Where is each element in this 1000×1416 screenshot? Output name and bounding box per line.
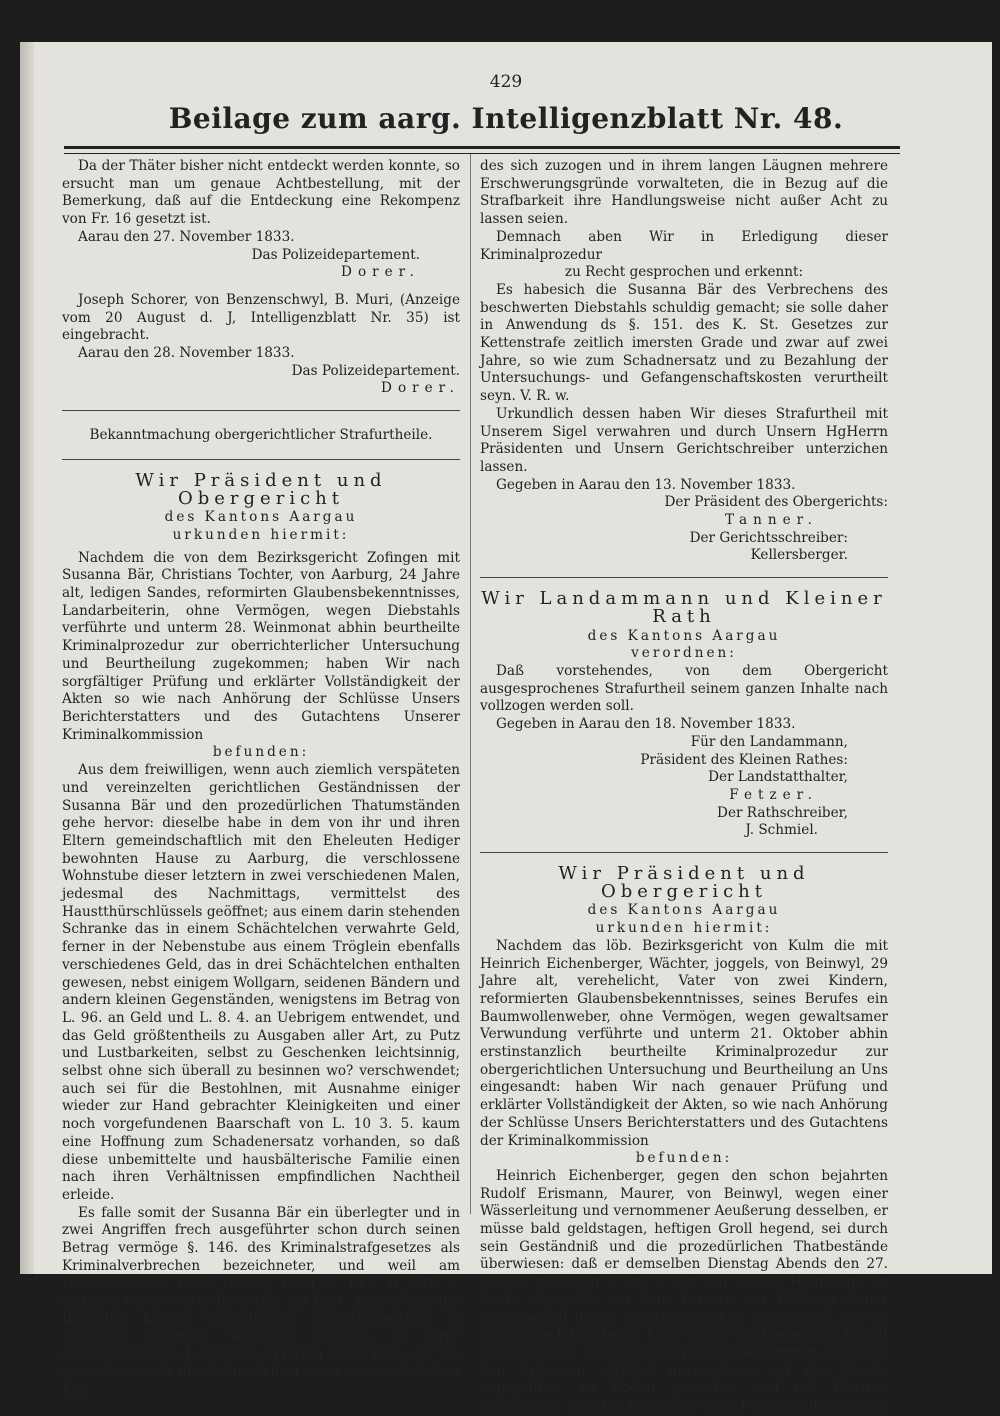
notice-2-signature: Dorer.: [381, 380, 460, 397]
decree-2-intro: Nachdem das löb. Bezirksgericht von Kulm die mit Heinrich Eichenberger, Wächter, joggels, von Beinwyl, 29 Jahre alt, verehelicht, Vater von zwei Kindern, reformierten Glaubensbekenntnisses, seines Berufes ein Baumwollenweber, ohne Vermögen, wegen gewaltsamer Verwundung verführte und unterm 21. Oktober abhin erstinstanzlich beurtheilte Kriminalprozedur zur obergerichtlichen Untersuchung und Beurtheilung an Uns eingesandt: haben Wir nach genauer Prüfung und erklärter Vollständigkeit der Akten, so wie nach Anhörung der Schlüsse Unsers Berichterstatters und des Gutachtens der Kriminalkommission: [480, 937, 888, 1149]
council-secretary: Der Rathschreiber,: [717, 804, 848, 821]
notice-1-text: Da der Thäter bisher nicht entdeckt werden konnte, so ersucht man um genaue Achtbestellung, mit der Bemerkung, daß auf die Entdeckung eine Rekompenz von Fr. 16 gesetzt ist.: [62, 158, 460, 228]
decree-2-found: befunden:: [635, 1150, 733, 1167]
decree-1-verdict: Es habesich die Susanna Bär des Verbrechens des beschwerten Diebstahls schuldig gemacht; sie solle daher in Anwendung ds §. 151. des K. St. Gesetzes zur Kettenstrafe zeitlich imersten Grade und zwar auf zwei Jahre, so wie zum Schadnersatz und zu Bezahlung der Untersuchungs- und Gefangenschaftskosten verurtheilt seyn. V. R. w.: [480, 281, 888, 405]
president-name: Tanner.: [725, 512, 818, 529]
council-rule: [480, 577, 888, 578]
council-secretary-name: J. Schmiel.: [745, 822, 818, 839]
council-title: Wir Landammann und Kleiner Rath: [481, 588, 887, 627]
council-deputy-name: Fetzer.: [729, 786, 818, 803]
newspaper-page: [20, 42, 992, 1415]
notice-2-text: Joseph Schorer, von Benzenschwyl, B. Muri, (Anzeige vom 20 August d. J, Intelligenzblatt Nr. 35) ist eingebracht.: [62, 291, 460, 344]
council-canton: des Kantons Aargau: [587, 627, 781, 644]
decree-1-title: Wir Präsident und Obergericht: [135, 469, 387, 509]
council-text: Daß vorstehendes, von dem Obergericht ausgesprochenes Strafurtheil seinem ganzen Inhalte nach vollzogen werden soll.: [480, 662, 888, 715]
decree-2-paragraph-1: Heinrich Eichenberger, gegen den schon bejahrten Rudolf Erismann, Maurer, von Beinwyl, wegen einer Wässerleitung und vernommener Aeußerung desselben, er müsse bald geldstagen, heftigen Groll hegend, sei durch sein Geständniß und die prozedürlichen Thatbestände überwiesen: daß er demselben Dienstag Abends den 27. August zwischen 8 und 9 Uhr auf dessen Heimwege im Dorfe abgepaßt, mit dem Vorsatz, zur Kühlung seiner Leidenschaft ihn zu überfallen und zu mißhandeln; daß er ferner, nachdem beide kurz vorder im Hause des Rudolf Eichenberger, Seifensieder, friedlich beisammen gewesen, den Erismann wirklich unversehens auf der Straße angegriffen, zu Boden geworfen und mit Fäusten geschlagen, aber bei Erblikung einer Person in dem nahen: [480, 1167, 888, 1415]
council-for: Für den Landammann,: [690, 733, 848, 750]
section-rule-2: [62, 459, 460, 460]
header-rule: [64, 146, 900, 154]
decree-1-continuation: des sich zuzogen und in ihrem langen Läugnen mehrere Erschwerungsgründe vorwalteten, die in Bezug auf die Strafbarkeit ihre Handlungsweise nicht außer Acht zu lassen seien.: [480, 158, 888, 228]
decree-2-rule: [480, 852, 888, 853]
decree-1-verdict-heading: zu Recht gesprochen und erkennt:: [564, 264, 804, 281]
council-date: Gegeben in Aarau den 18. November 1833.: [496, 716, 796, 733]
clerk-name: Kellersberger.: [750, 547, 848, 564]
notice-2-office: Das Polizeidepartement.: [291, 362, 460, 379]
notice-2-date: Aarau den 28. November 1833.: [78, 345, 295, 362]
left-column: [62, 158, 460, 1399]
section-rule: [62, 410, 460, 411]
decree-2-canton: des Kantons Aargau: [587, 902, 781, 919]
page-title: Beilage zum aarg. Intelligenzblatt Nr. 48.: [168, 102, 844, 135]
president-title: Der Präsident des Obergerichts:: [664, 494, 888, 511]
decree-1-intro: Nachdem die von dem Bezirksgericht Zofingen mit Susanna Bär, Christians Tochter, von Aarburg, 24 Jahre alt, ledigen Sandes, reformirten Glaubensbekenntnisses, Landarbeiterin, ohne Vermögen, wegen Diebstahls verführte und unterm 28. Weinmonat abhin beurtheilte Kriminalprozedur zur oberrichterlicher Untersuchung und Beurtheilung zugekommen; haben Wir nach sorgfältiger Prüfung und erklärter Vollständigkeit der Akten so wie nach Anhörung der Schlüsse Unsers Berichterstatters und des Gutachtens Unserer Kriminalkommission: [62, 549, 460, 743]
decree-1-date: Gegeben in Aarau den 13. November 1833.: [496, 476, 796, 493]
decree-1-paragraph-2: Es falle somit der Susanna Bär ein überlegter und in zwei Angriffen frech ausgeführter schon durch seinen Betrag vermöge §. 146. des Kriminalstrafgesetzes als Kriminalverbrechen bezeichneter, und weil am verschlossenen Gute verübt, nach §. 147. II. litt. c. zugleich beschwerter Diebstahl zur Last. Auch könne die Inquisitin keinen wesentlichen Milderungsgrund in Anspruch nehmen, während dagegen in ihrer ausschweifenden Lebensart, in ihrem übeln Rufe, der sie besonders auch durch die Geburt eines ausserehelichen Kin-: [62, 1204, 460, 1398]
decree-1-therefore: Demnach aben Wir in Erledigung dieser Kriminalprozedur: [480, 228, 888, 263]
decree-1-canton: des Kantons Aargau: [164, 509, 358, 526]
decree-1-found: befunden:: [212, 744, 310, 761]
notice-1-office: Das Polizeidepartement.: [251, 246, 420, 263]
council-formula: verordnen:: [631, 645, 737, 662]
page-spine-shadow: [20, 42, 34, 1274]
decree-2-title: Wir Präsident und Obergericht: [558, 863, 810, 902]
decree-2-formula: urkunden hiermit:: [595, 920, 773, 937]
column-divider: [470, 154, 471, 1214]
notice-1-signature: Dorer.: [341, 264, 420, 281]
decree-1-paragraph-1: Aus dem freiwilligen, wenn auch ziemlich verspäteten und vereinzelten gerichtlichen Geständnissen der Susanna Bär und den prozedürlichen Thatumständen gehe hervor: dieselbe habe in dem von ihr und ihren Eltern gemeindschaftlich mit den Eheleuten Hediger bewohnten Hause zu Aarburg, die verschlossene Wohnstube dieser letztern in zwei verschiedenen Malen, jedesmal des Nachmittags, vermittelst des Haustthürschlüssels geöffnet; aus einem darin stehenden Schranke das in einem Schächtelchen verwahrte Geld, ferner in der Nebenstube aus einem Tröglein ebenfalls verschiedenes Geld, das in drei Schächtelchen enthalten gewesen, nebst einigem Wollgarn, seidenen Bändern und andern kleinen Gegenständen, wenigstens im Betrag von L. 96. an Geld und L. 8. 4. an Uebrigem entwendet, und das Geld größtentheils zu Ausgaben aller Art, zu Putz und Lustbarkeiten, selbst zu Geschenken leichtsinnig, selbst ohne sich überall zu besinnen wo? verschwendet; auch sei für die Bestohlnen, mit Ausnahme einiger wieder zur Hand gebrachter Kleinigkeiten und einer noch vorgefundenen Baarschaft von L. 10 3. 5. kaum eine Hoffnung zum Schadenersatz vorhanden, so daß diese unbemittelte und hausbälterische Familie einen nach ihren Verhältnissen empfindlichen Nachtheil erleide.: [62, 762, 460, 1203]
decree-1-formula: urkunden hiermit:: [172, 526, 350, 543]
council-deputy: Der Landstatthalter,: [708, 769, 848, 786]
council-president: Präsident des Kleinen Rathes:: [640, 751, 848, 768]
decree-1-attestation: Urkundlich dessen haben Wir dieses Strafurtheil mit Unserem Sigel verwahren und durch Unsern HgHerrn Präsidenten und Unsern Gerichtschreiber unterzichen lassen.: [480, 405, 888, 475]
section-heading: Bekanntmachung obergerichtlicher Strafurtheile.: [89, 427, 433, 444]
clerk-title: Der Gerichtsschreiber:: [689, 529, 848, 546]
notice-1-date: Aarau den 27. November 1833.: [78, 228, 295, 245]
right-column: [480, 158, 888, 1416]
page-number: 429: [489, 72, 523, 92]
